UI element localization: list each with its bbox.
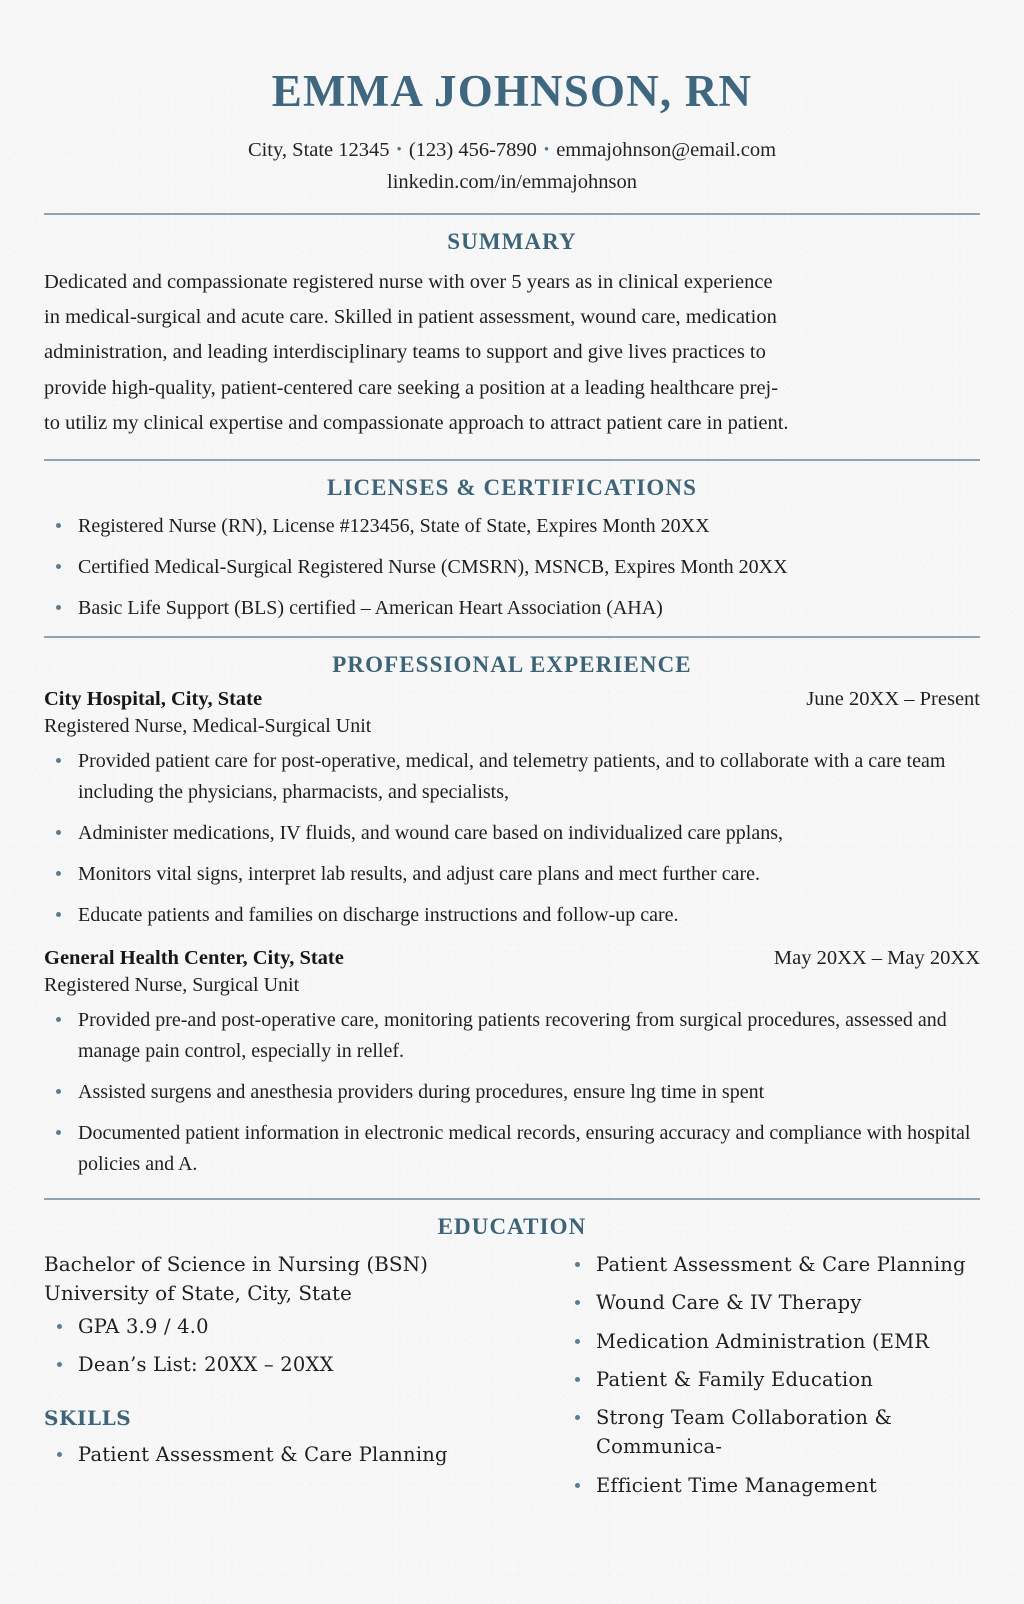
summary-line: in medical-surgical and acute care. Skilled in patient assessment, wound care, medication	[44, 306, 777, 329]
experience-bullets	[44, 1005, 980, 1180]
list-item: Registered Nurse (RN), License #123456, State of State, Expires Month 20XX	[44, 511, 980, 542]
list-item: Patient & Family Education	[562, 1365, 980, 1394]
list-item: Documented patient information in electronic medical records, ensuring accuracy and compliance with hospital policies and A.	[44, 1118, 980, 1180]
skills-list-left	[44, 1440, 544, 1469]
list-item: Efficient Time Management	[562, 1471, 980, 1500]
experience-header-row	[44, 947, 980, 970]
list-item: Provided patient care for post-operative, medical, and telemetry patients, and to collaborate with a care team including the physicians, pharmacists, and specialists,	[44, 746, 980, 808]
section-divider	[44, 636, 980, 638]
summary-line: administration, and leading interdisciplinary teams to support and give lives practices to	[44, 341, 766, 364]
contact-linkedin[interactable]: linkedin.com/in/emmajohnson	[387, 171, 637, 194]
list-item: GPA 3.9 / 4.0	[44, 1312, 544, 1341]
experience-bullets	[44, 746, 980, 931]
employment-dates: May 20XX – May 20XX	[773, 947, 980, 970]
contact-separator-icon: •	[396, 142, 402, 159]
list-item: Wound Care & IV Therapy	[562, 1288, 980, 1317]
summary-line: provide high-quality, patient-centered care seeking a position at a leading healthcare prej-	[44, 376, 779, 399]
skills-column	[544, 1250, 980, 1509]
bottom-columns	[44, 1250, 980, 1509]
section-title-experience: PROFESSIONAL EXPERIENCE	[332, 652, 692, 678]
section-divider	[44, 1198, 980, 1200]
list-item: Certified Medical-Surgical Registered Nurse (CMSRN), MSNCB, Expires Month 20XX	[44, 552, 980, 583]
summary-body	[44, 265, 980, 441]
contact-phone[interactable]: (123) 456-7890	[408, 139, 537, 162]
list-item: Provided pre-and post-operative care, monitoring patients recovering from surgical procedures, assessed and manage pain control, especially in rellef.	[44, 1005, 980, 1067]
education-column	[44, 1250, 544, 1509]
summary-line: to utiliz my clinical expertise and compassionate approach to attract patient care in patient.	[44, 411, 789, 434]
experience-entry	[44, 688, 980, 931]
licenses-list	[44, 511, 980, 624]
section-title-summary: SUMMARY	[447, 228, 577, 254]
list-item: Medication Administration (EMR	[562, 1327, 980, 1356]
job-role: Registered Nurse, Medical-Surgical Unit	[44, 715, 372, 738]
experience-header-row	[44, 688, 980, 711]
contact-line-1	[44, 135, 980, 199]
section-divider	[44, 459, 980, 461]
section-title-education: EDUCATION	[437, 1214, 587, 1240]
experience-entry	[44, 947, 980, 1180]
employer-name: General Health Center, City, State	[44, 947, 344, 970]
contact-separator-icon: •	[543, 142, 550, 159]
list-item: Assisted surgens and anesthesia providers during procedures, ensure lng time in spent	[44, 1077, 980, 1108]
contact-location: City, State 12345	[247, 139, 390, 162]
contact-email[interactable]: emmajohnson@email.com	[556, 139, 777, 162]
employer-name: City Hospital, City, State	[44, 688, 263, 711]
list-item: Dean’s List: 20XX – 20XX	[44, 1350, 544, 1379]
job-role: Registered Nurse, Surgical Unit	[44, 974, 300, 997]
list-item: Educate patients and families on discharge instructions and follow-up care.	[44, 900, 980, 931]
education-bullets	[44, 1312, 544, 1380]
list-item: Patient Assessment & Care Planning	[44, 1440, 544, 1469]
list-item: Monitors vital signs, interpret lab results, and adjust care plans and mect further care.	[44, 859, 980, 890]
list-item: Basic Life Support (BLS) certified – American Heart Association (AHA)	[44, 593, 980, 624]
school-name: University of State, City, State	[44, 1281, 352, 1306]
list-item: Administer medications, IV fluids, and wound care based on individualized care pplans,	[44, 818, 980, 849]
skills-list-right	[562, 1250, 980, 1500]
section-title-skills: SKILLS	[44, 1405, 132, 1430]
employment-dates: June 20XX – Present	[806, 688, 980, 711]
resume-page	[0, 68, 1024, 1509]
summary-line: Dedicated and compassionate registered nurse with over 5 years as in clinical experience	[44, 270, 773, 293]
page-title: EMMA JOHNSON, RN	[271, 66, 753, 116]
degree-name: Bachelor of Science in Nursing (BSN)	[44, 1252, 428, 1277]
section-title-licenses: LICENSES & CERTIFICATIONS	[326, 475, 698, 501]
list-item: Patient Assessment & Care Planning	[562, 1250, 980, 1279]
section-divider	[44, 213, 980, 215]
list-item: Strong Team Collaboration & Communica-	[562, 1403, 980, 1462]
